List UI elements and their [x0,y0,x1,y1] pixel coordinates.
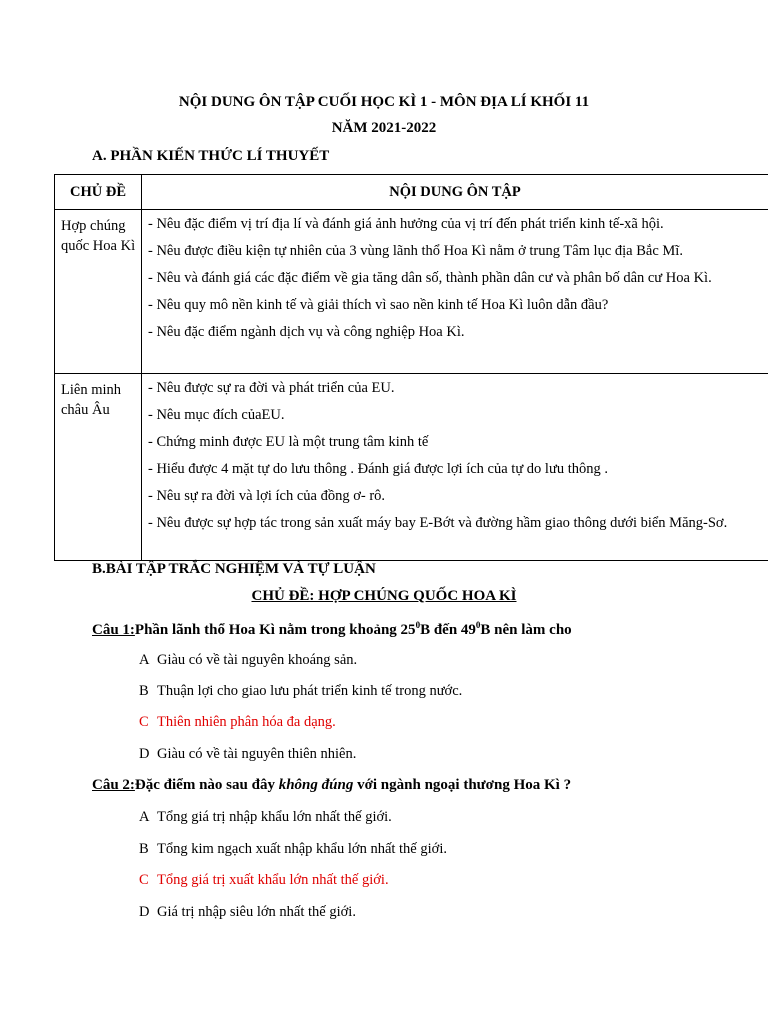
list-item: - Nêu được điều kiện tự nhiên của 3 vùng lãnh thổ Hoa Kì nằm ở trung Tâm lục địa Bắc Mĩ. [148,243,683,259]
option-d: D Giá trị nhập siêu lớn nhất thế giới. [139,904,356,920]
list-item: - Nêu đặc điểm vị trí địa lí và đánh giá ảnh hưởng của vị trí đến phát triển kinh tế-xã hội. [148,216,664,232]
option-d: D Giàu có về tài nguyên thiên nhiên. [139,746,357,762]
list-item: - Nêu mục đích củaEU. [148,407,285,423]
list-item: - Nêu sự ra đời và lợi ích của đồng ơ- rô. [148,488,386,504]
question-text: B nên làm cho [480,622,572,638]
document-year: NĂM 2021-2022 [331,120,437,136]
section-b-heading: B.BÀI TẬP TRẮC NGHIỆM VÀ TỰ LUẬN [92,561,376,577]
topic-cell: Hợp chúng quốc Hoa Kì [55,210,142,374]
document-title: NỘI DUNG ÔN TẬP CUỐI HỌC KÌ 1 - MÔN ĐỊA LÍ KHỐI 11 [178,94,590,110]
option-a: A Giàu có về tài nguyên khoáng sản. [139,652,358,668]
question-label: Câu 1: [92,622,135,638]
review-table [54,174,768,561]
question-2 [92,777,571,794]
option-a: A Tổng giá trị nhập khẩu lớn nhất thế giới. [139,809,392,825]
degree-sup: 0 [415,620,421,630]
table-header-row [55,175,768,210]
degree-sup: 0 [475,620,481,630]
topic-cell: Liên minh châu Âu [55,374,142,561]
header-topic: CHỦ ĐỀ [55,175,142,210]
question-text: Đặc điểm nào sau đây [134,777,279,793]
question-text: B đến 49 [420,622,476,638]
option-b: B Tổng kim ngạch xuất nhập khẩu lớn nhất thế giới. [139,841,447,857]
list-item: - Nêu quy mô nền kinh tế và giải thích vì sao nền kinh tế Hoa Kì luôn dẫn đầu? [148,297,609,313]
option-b: B Thuận lợi cho giao lưu phát triển kinh tế trong nước. [139,683,463,699]
question-text: Phần lãnh thổ Hoa Kì nằm trong khoảng 25 [134,622,416,638]
question-text: với ngành ngoại thương Hoa Kì ? [353,777,572,793]
list-item: - Hiểu được 4 mặt tự do lưu thông . Đánh giá được lợi ích của tự do lưu thông . [148,461,608,477]
table-row [55,374,768,561]
table-row [55,210,768,374]
question-emphasis: không đúng [278,777,354,793]
header-content: NỘI DUNG ÔN TẬP [142,175,768,210]
option-c-answer: C Thiên nhiên phân hóa đa dạng. [139,714,336,730]
option-c-answer: C Tổng giá trị xuất khẩu lớn nhất thế giới. [139,872,389,888]
content-cell [142,374,768,561]
list-item: - Nêu được sự ra đời và phát triển của EU. [148,380,395,396]
section-a-heading: A. PHẦN KIẾN THỨC LÍ THUYẾT [92,148,330,164]
list-item: - Nêu được sự hợp tác trong sản xuất máy bay E-Bớt và đường hầm giao thông dưới biển Măng-Sơ. [148,515,728,531]
question-label: Câu 2: [92,777,135,793]
content-cell [142,210,768,374]
question-1 [92,620,572,639]
list-item: - Chứng minh được EU là một trung tâm kinh tế [148,434,429,450]
section-b-topic: CHỦ ĐỀ: HỢP CHÚNG QUỐC HOA KÌ [251,588,517,604]
list-item: - Nêu và đánh giá các đặc điểm về gia tăng dân số, thành phần dân cư và phân bố dân cư Hoa Kì. [148,270,712,286]
list-item: - Nêu đặc điểm ngành dịch vụ và công nghiệp Hoa Kì. [148,324,465,340]
